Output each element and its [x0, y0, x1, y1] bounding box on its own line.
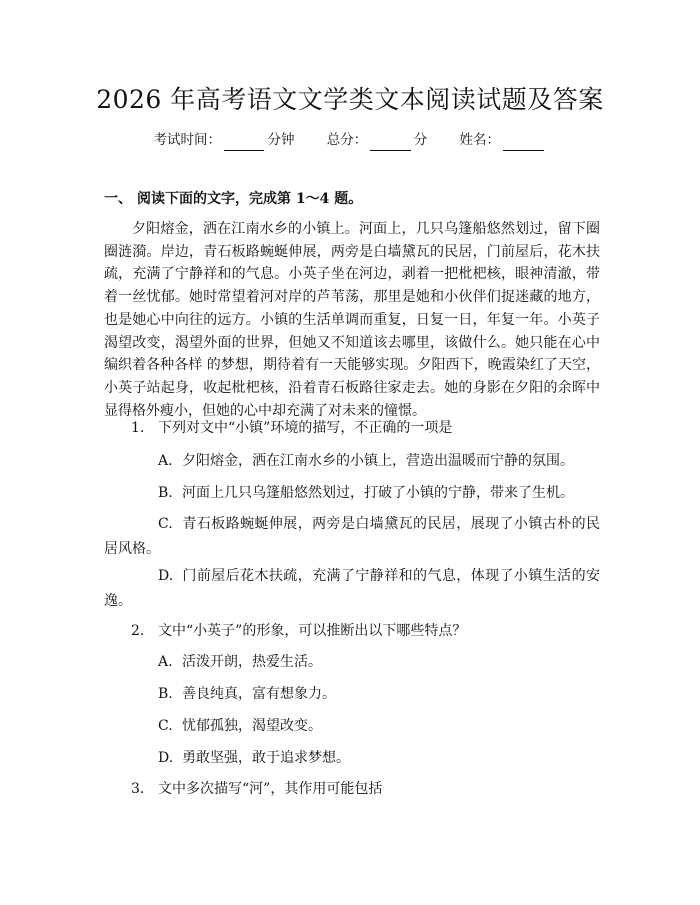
option-letter: A.	[158, 453, 173, 469]
option-letter: D.	[158, 750, 174, 766]
option-1d	[104, 564, 600, 614]
time-label: 考试时间：	[153, 132, 221, 148]
option-letter: B.	[158, 686, 173, 702]
option-2d	[104, 746, 600, 771]
option-text: 善良纯真，富有想象力。	[182, 686, 336, 702]
time-unit: 分钟	[267, 132, 295, 148]
question-stem: 文中多次描写“河”，其作用可能包括	[158, 781, 383, 797]
option-2c	[104, 714, 600, 739]
option-1a	[104, 449, 600, 474]
option-letter: A.	[158, 654, 173, 670]
section-instruction: 阅读下面的文字，完成第 1～4 题。	[137, 191, 363, 207]
question-1	[131, 417, 601, 439]
option-text: 河面上几只乌篷船悠然划过，打破了小镇的宁静，带来了生机。	[182, 485, 574, 501]
name-blank	[503, 130, 544, 151]
question-number: 2.	[131, 623, 145, 639]
time-blank	[224, 130, 265, 151]
option-1c	[104, 512, 600, 562]
question-stem: 下列对文中“小镇”环境的描写，不正确的一项是	[158, 420, 453, 436]
option-2a	[104, 650, 600, 675]
exam-title: 2026 年高考语文文学类文本阅读试题及答案	[96, 85, 604, 114]
option-2b	[104, 682, 600, 707]
option-text: 勇敢坚强，敢于追求梦想。	[182, 750, 350, 766]
question-number: 3.	[131, 781, 145, 797]
score-label: 总分：	[326, 132, 368, 148]
section-heading	[104, 189, 604, 209]
option-text: 门前屋后花木扶疏，充满了宁静祥和的气息，体现了小镇生活的安逸。	[104, 568, 600, 609]
question-3	[131, 778, 601, 800]
name-field	[460, 130, 547, 151]
score-blank	[370, 130, 411, 151]
option-text: 夕阳熔金，洒在江南水乡的小镇上，营造出温暖而宁静的氛围。	[182, 453, 574, 469]
option-1b	[104, 481, 600, 506]
option-text: 青石板路蜿蜒伸展，两旁是白墙黛瓦的民居，展现了小镇古朴的民居风格。	[104, 516, 600, 557]
question-stem: 文中“小英子”的形象，可以推断出以下哪些特点？	[158, 623, 467, 639]
option-text: 活泼开朗，热爱生活。	[182, 654, 322, 670]
option-letter: C.	[158, 516, 173, 532]
exam-meta	[0, 130, 700, 151]
section-number: 一、	[104, 191, 132, 207]
reading-passage: 夕阳熔金，洒在江南水乡的小镇上。河面上，几只乌篷船悠然划过，留下圈圈涟漪。岸边，青石板路蜿蜒伸展，两旁是白墙黛瓦的民居，门前屋后，花木扶疏，充满了宁静祥和的气息。小英子坐在河边，剥着一把枇杷核，眼神清澈，带着一丝忧郁。她时常望着河对岸的芦苇荡，那里是她和小伙伴们捉迷藏的地方，也是她心中向往的远方。小镇的生活单调而重复，日复一日，年复一年。小英子渴望改变，渴望外面的世界，但她又不知道该去哪里，该做什么。她只能在心中编织着各种各样 的梦想，期待着有一天能够实现。夕阳西下，晚霞染红了天空，小英子站起身，收起枇杷核，沿着青石板路往家走去。她的身影在夕阳的余晖中显得格外瘦小，但她的心中却充满了对未来的憧憬。	[104, 221, 600, 419]
time-field	[153, 130, 294, 151]
option-letter: C.	[158, 718, 173, 734]
name-label: 姓名：	[459, 132, 501, 148]
score-field	[327, 130, 428, 151]
question-2	[131, 620, 601, 642]
option-letter: D.	[158, 568, 174, 584]
question-number: 1.	[131, 420, 145, 436]
option-text: 忧郁孤独，渴望改变。	[182, 718, 322, 734]
score-unit: 分	[413, 132, 428, 148]
option-letter: B.	[158, 485, 173, 501]
